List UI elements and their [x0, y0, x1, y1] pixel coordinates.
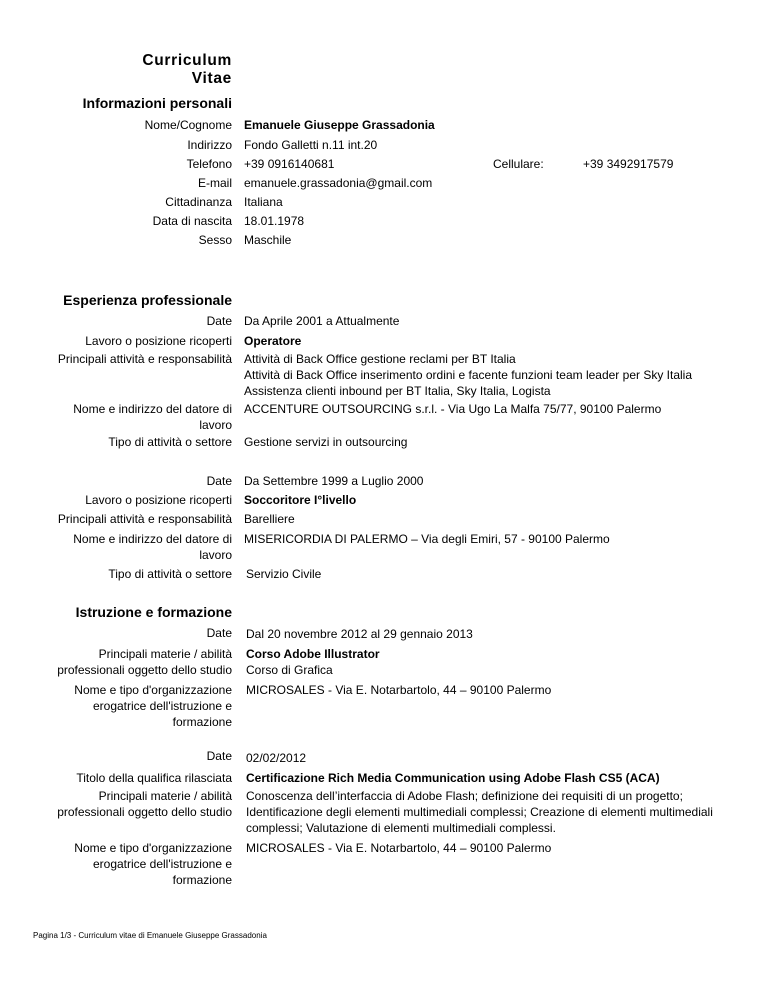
job1-activities-label: Principali attività e responsabilità [57, 352, 232, 366]
email-value: emanuele.grassadonia@gmail.com [244, 176, 433, 190]
subjects-label-line: Principali materie / abilità [98, 647, 232, 661]
job1-position-label: Lavoro o posizione ricoperti [85, 334, 232, 348]
job2-position-label: Lavoro o posizione ricoperti [85, 493, 232, 507]
edu2-qualification-label: Titolo della qualifica rilasciata [76, 771, 232, 785]
edu2-org: MICROSALES - Via E. Notarbartolo, 44 – 90100 Palermo [246, 841, 552, 855]
birth-value: 18.01.1978 [244, 214, 305, 228]
course-subtitle: Corso di Grafica [246, 663, 333, 677]
job2-sector: Servizio Civile [246, 567, 322, 581]
sex-value: Maschile [244, 233, 292, 247]
job1-activities [244, 351, 744, 399]
sex-label: Sesso [198, 233, 232, 247]
job1-activity-line: Attività di Back Office inserimento ordini e facente funzioni team leader per Sky Italia [244, 368, 693, 382]
job1-date: Da Aprile 2001 a Attualmente [244, 314, 400, 328]
email-label: E-mail [197, 176, 232, 190]
edu1-org: MICROSALES - Via E. Notarbartolo, 44 – 90100 Palermo [246, 683, 552, 697]
job1-activity-line: Assistenza clienti inbound per BT Italia, Sky Italia, Logista [244, 384, 551, 398]
edu1-date-label: Date [206, 626, 232, 640]
job1-employer-label [32, 401, 232, 433]
job1-position: Operatore [244, 334, 302, 348]
org-label-line: formazione [172, 715, 232, 729]
job1-activity-line: Attività di Back Office gestione reclami per BT Italia [244, 352, 516, 366]
edu2-org-label [32, 840, 232, 888]
job1-sector-label: Tipo di attività o settore [108, 435, 232, 449]
job2-date: Da Settembre 1999 a Luglio 2000 [244, 474, 424, 488]
address-value: Fondo Galletti n.11 int.20 [244, 138, 378, 152]
edu1-date: Dal 20 novembre 2012 al 29 gennaio 2013 [246, 627, 473, 641]
employer-label-line: Nome e indirizzo del datore di [73, 532, 232, 546]
section-personal-heading: Informazioni personali [82, 95, 232, 111]
job1-date-label: Date [206, 314, 232, 328]
job2-employer-label [32, 531, 232, 563]
mobile-value: +39 3492917579 [583, 157, 674, 171]
edu2-date: 02/02/2012 [246, 751, 307, 765]
employer-label-line: lavoro [199, 418, 232, 432]
name-value: Emanuele Giuseppe Grassadonia [244, 118, 435, 132]
org-label-line: Nome e tipo d'organizzazione [74, 683, 232, 697]
org-label-line: formazione [172, 873, 232, 887]
citizenship-value: Italiana [244, 195, 283, 209]
subjects-label-line: professionali oggetto dello studio [57, 663, 232, 677]
subject-line: complessi; Valutazione di elementi multimediali complessi. [246, 821, 556, 835]
job2-activities: Barelliere [244, 512, 295, 526]
edu2-subjects [246, 788, 746, 836]
address-label: Indirizzo [187, 138, 232, 152]
org-label-line: erogatrice dell'istruzione e [92, 857, 232, 871]
job2-position: Soccoritore I°livello [244, 493, 357, 507]
page-footer: Pagina 1/3 - Curriculum vitae di Emanuele Giuseppe Grassadonia [33, 931, 267, 940]
course-name: Corso Adobe Illustrator [246, 647, 380, 661]
subject-line: Conoscenza dell’interfaccia di Adobe Flash; definizione dei requisiti di un progetto; [246, 789, 683, 803]
citizenship-label: Cittadinanza [165, 195, 232, 209]
section-education-heading: Istruzione e formazione [75, 604, 232, 620]
subject-line: Identificazione degli elementi multimediali complessi; Creazione di elementi multimediali [246, 805, 713, 819]
edu2-date-label: Date [206, 749, 232, 763]
edu1-course [246, 646, 746, 678]
job2-sector-label: Tipo di attività o settore [108, 567, 232, 581]
birth-label: Data di nascita [152, 214, 232, 228]
job2-employer: MISERICORDIA DI PALERMO – Via degli Emiri, 57 - 90100 Palermo [244, 532, 610, 546]
phone-value: +39 0916140681 [244, 157, 335, 171]
subjects-label-line: Principali materie / abilità [98, 789, 232, 803]
mobile-label: Cellulare: [493, 157, 544, 171]
edu2-subjects-label [32, 788, 232, 820]
section-experience-heading: Esperienza professionale [63, 292, 232, 308]
job2-date-label: Date [206, 474, 232, 488]
name-label: Nome/Cognome [144, 118, 232, 132]
page-title: Curriculum Vitae [142, 52, 232, 87]
edu1-org-label [32, 682, 232, 730]
job1-sector: Gestione servizi in outsourcing [244, 435, 408, 449]
job2-activities-label: Principali attività e responsabilità [57, 512, 232, 526]
subjects-label-line: professionali oggetto dello studio [57, 805, 232, 819]
org-label-line: Nome e tipo d'organizzazione [74, 841, 232, 855]
job1-employer: ACCENTURE OUTSOURCING s.r.l. - Via Ugo La Malfa 75/77, 90100 Palermo [244, 402, 662, 416]
edu1-subjects-label [32, 646, 232, 678]
employer-label-line: lavoro [199, 548, 232, 562]
employer-label-line: Nome e indirizzo del datore di [73, 402, 232, 416]
org-label-line: erogatrice dell'istruzione e [92, 699, 232, 713]
edu2-qualification: Certificazione Rich Media Communication using Adobe Flash CS5 (ACA) [246, 771, 660, 785]
phone-label: Telefono [186, 157, 232, 171]
